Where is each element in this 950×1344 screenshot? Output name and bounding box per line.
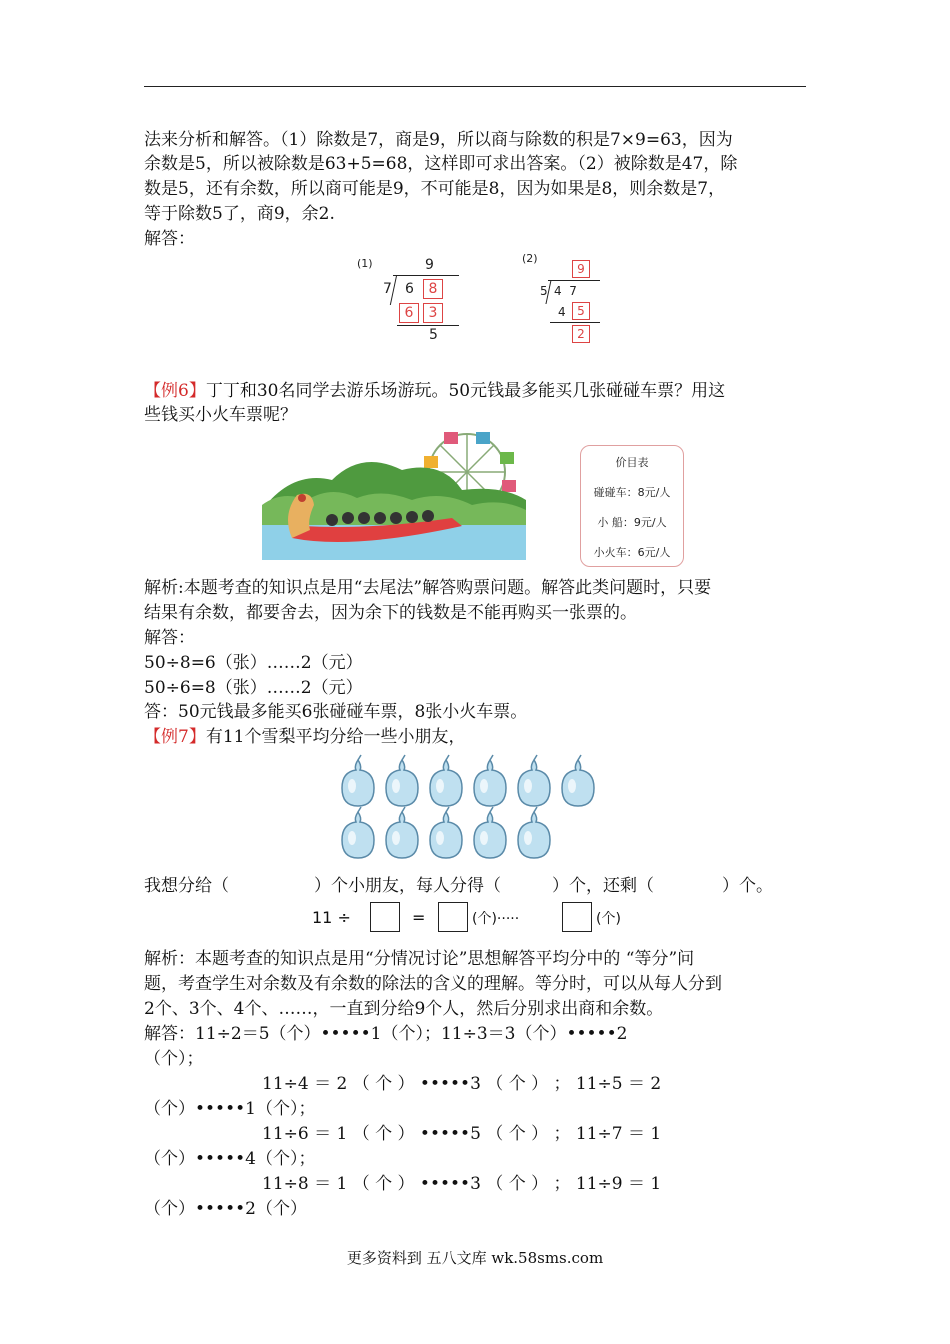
quotient: 9: [425, 257, 434, 273]
division-label: (1): [357, 257, 373, 270]
text-line: （个）；: [144, 1049, 204, 1069]
answer-box: 2: [572, 325, 590, 343]
text-line: （个）•••••4（个）；: [144, 1149, 316, 1169]
example-7-question: 【例7】有11个雪梨平均分给一些小朋友，: [144, 727, 466, 747]
division-bar: [393, 275, 459, 276]
price-row: 小火车：6元/人: [593, 546, 671, 559]
text-line: 题，考查学生对余数及有余数的除法的含义的理解。等分时，可以从每人分到: [144, 974, 722, 994]
text-line: 50÷8=6（张）……2（元）: [144, 653, 363, 673]
answer-box: 5: [572, 302, 590, 320]
price-table: [580, 445, 684, 567]
text-line: 解析:本题考查的知识点是用“去尾法”解答购票问题。解答此类问题时，只要: [144, 578, 712, 598]
text-line: 等于除数5了，商9，余2.: [144, 204, 335, 224]
equation-unit: (个)·····: [472, 911, 520, 927]
subtraction-bar: [550, 322, 600, 323]
page-footer: 更多资料到 五八文库 wk.58sms.com: [346, 1249, 604, 1267]
divisor: 7: [383, 281, 392, 297]
blank-box[interactable]: [562, 902, 592, 932]
example-6-question: 【例6】丁丁和30名同学去游乐场游玩。50元钱最多能买几张碰碰车票？用这: [144, 381, 726, 401]
dividend: 4 7: [554, 284, 577, 298]
text-line: 结果有余数，都要舍去，因为余下的钱数是不能再购买一张票的。: [144, 603, 637, 623]
long-division-2: [520, 250, 620, 345]
text-line: 50÷6=8（张）……2（元）: [144, 678, 363, 698]
answer-box: 9: [572, 260, 590, 278]
text-line: 法来分析和解答。（1）除数是7，商是9，所以商与除数的积是7×9=63，因为: [144, 130, 733, 150]
fill-in-sentence: 我想分给（ ）个小朋友，每人分得（ ）个，还剩（ ）个。: [144, 876, 773, 896]
text-line: 解答：: [144, 628, 195, 648]
remainder: 5: [429, 327, 438, 343]
dividend-tens: 6: [405, 281, 414, 297]
division-bar: [548, 280, 600, 281]
long-division-1: [355, 255, 465, 345]
text-line: 数是5，还有余数，所以商可能是9，不可能是8，因为如果是8，则余数是7，: [144, 179, 726, 199]
text-line: 余数是5，所以被除数是63+5=68，这样即可求出答案。（2）被除数是47，除: [144, 154, 738, 174]
sub-tens: 4: [558, 305, 566, 319]
answer-box: 8: [423, 279, 443, 299]
amusement-park-illustration: [262, 430, 526, 560]
example-tag: 【例7】: [144, 727, 206, 747]
division-label: (2): [522, 252, 538, 265]
text-line: 解答：: [144, 229, 195, 249]
text-line: 11÷6 ＝ 1 （ 个 ） •••••5 （ 个 ） ； 11÷7 ＝ 1: [262, 1124, 662, 1144]
text-line: 解析：本题考查的知识点是用“分情况讨论”思想解答平均分中的 “等分”问: [144, 949, 695, 969]
blank-box[interactable]: [370, 902, 400, 932]
equation-unit: (个): [596, 911, 621, 927]
blank-box[interactable]: [438, 902, 468, 932]
pears-illustration: [338, 752, 600, 862]
equation-prefix: 11 ÷: [312, 908, 351, 927]
equation-equals: =: [412, 908, 426, 927]
price-table-title: 价目表: [615, 456, 649, 469]
text-line: （个）•••••1（个）；: [144, 1099, 316, 1119]
text-line: 解答：11÷2＝5（个）•••••1（个）；11÷3＝3（个）•••••2: [144, 1024, 628, 1044]
price-row: 小 船：9元/人: [597, 516, 667, 529]
answer-box: 3: [423, 303, 443, 323]
text-line: 2个、3个、4个、……，一直到分给9个人，然后分别求出商和余数。: [144, 999, 664, 1019]
answer-box: 6: [399, 303, 419, 323]
text-line: （个）•••••2（个）: [144, 1199, 307, 1219]
subtraction-bar: [397, 325, 459, 326]
text-line: 些钱买小火车票呢？: [144, 405, 297, 425]
header-rule: [144, 86, 806, 87]
divisor: 5: [540, 284, 548, 298]
equation: [312, 902, 642, 936]
text-line: 答：50元钱最多能买6张碰碰车票，8张小火车票。: [144, 702, 528, 722]
example-tag: 【例6】: [144, 381, 206, 401]
price-row: 碰碰车：8元/人: [593, 486, 671, 499]
text-line: 11÷4 ＝ 2 （ 个 ） •••••3 （ 个 ） ； 11÷5 ＝ 2: [262, 1074, 662, 1094]
text-line: 11÷8 ＝ 1 （ 个 ） •••••3 （ 个 ） ； 11÷9 ＝ 1: [262, 1174, 662, 1194]
